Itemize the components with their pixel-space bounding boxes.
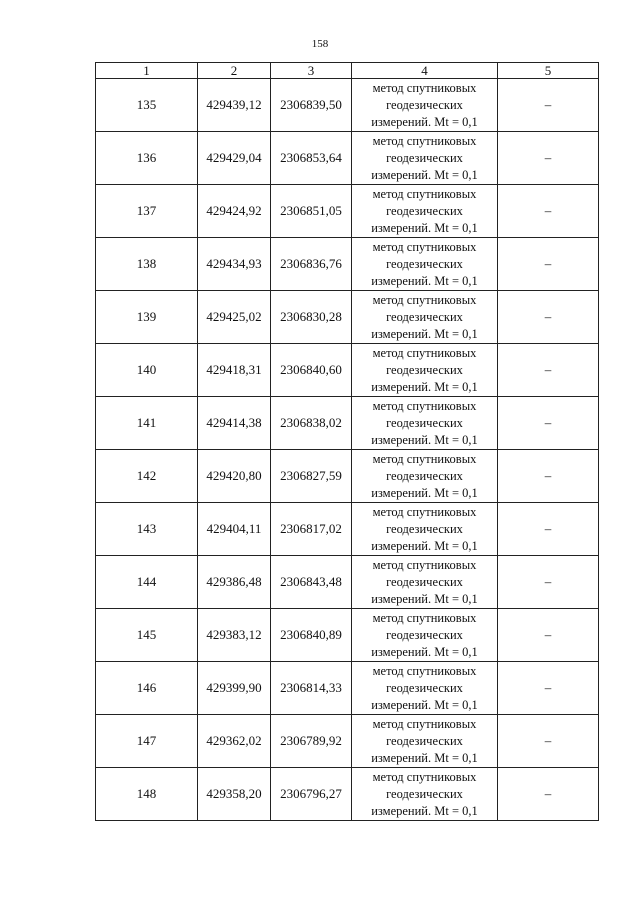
note-cell: – [498, 185, 599, 238]
method-line: измерений. Mt = 0,1 [371, 167, 478, 182]
x-coordinate-cell: 429404,11 [198, 503, 271, 556]
table-row [96, 238, 599, 291]
x-coordinate-cell: 429420,80 [198, 450, 271, 503]
method-line: геодезических [386, 627, 463, 642]
table-row [96, 397, 599, 450]
x-coordinate-cell: 429424,92 [198, 185, 271, 238]
table-row [96, 715, 599, 768]
method-line: измерений. Mt = 0,1 [371, 697, 478, 712]
y-coordinate-cell: 2306843,48 [271, 556, 352, 609]
y-coordinate-cell: 2306840,89 [271, 609, 352, 662]
method-cell [352, 662, 498, 715]
x-coordinate-cell: 429439,12 [198, 79, 271, 132]
x-coordinate-cell: 429358,20 [198, 768, 271, 821]
table-row [96, 768, 599, 821]
point-number-cell: 138 [96, 238, 198, 291]
y-coordinate-cell: 2306840,60 [271, 344, 352, 397]
x-coordinate-cell: 429429,04 [198, 132, 271, 185]
x-coordinate-cell: 429425,02 [198, 291, 271, 344]
point-number-cell: 147 [96, 715, 198, 768]
page-number: 158 [311, 38, 329, 50]
method-line: метод спутниковых [372, 504, 477, 519]
method-line: геодезических [386, 97, 463, 112]
note-cell: – [498, 291, 599, 344]
method-cell [352, 503, 498, 556]
method-line: измерений. Mt = 0,1 [371, 591, 478, 606]
y-coordinate-cell: 2306796,27 [271, 768, 352, 821]
x-coordinate-cell: 429362,02 [198, 715, 271, 768]
method-line: геодезических [386, 415, 463, 430]
table-row [96, 503, 599, 556]
y-coordinate-cell: 2306827,59 [271, 450, 352, 503]
x-coordinate-cell: 429383,12 [198, 609, 271, 662]
method-line: геодезических [386, 786, 463, 801]
method-cell [352, 238, 498, 291]
note-cell: – [498, 397, 599, 450]
note-cell: – [498, 79, 599, 132]
header-col-1: 1 [96, 63, 198, 79]
table-row [96, 556, 599, 609]
table-row [96, 291, 599, 344]
method-line: измерений. Mt = 0,1 [371, 432, 478, 447]
method-cell [352, 397, 498, 450]
header-col-3: 3 [271, 63, 352, 79]
table-body [96, 79, 599, 821]
method-cell [352, 715, 498, 768]
point-number-cell: 142 [96, 450, 198, 503]
method-line: метод спутниковых [372, 610, 477, 625]
table-row [96, 609, 599, 662]
note-cell: – [498, 238, 599, 291]
note-cell: – [498, 662, 599, 715]
table-row [96, 185, 599, 238]
note-cell: – [498, 503, 599, 556]
method-line: метод спутниковых [372, 451, 477, 466]
note-cell: – [498, 132, 599, 185]
y-coordinate-cell: 2306836,76 [271, 238, 352, 291]
y-coordinate-cell: 2306789,92 [271, 715, 352, 768]
x-coordinate-cell: 429386,48 [198, 556, 271, 609]
point-number-cell: 140 [96, 344, 198, 397]
x-coordinate-cell: 429434,93 [198, 238, 271, 291]
method-line: метод спутниковых [372, 398, 477, 413]
method-line: геодезических [386, 574, 463, 589]
header-col-5: 5 [498, 63, 599, 79]
y-coordinate-cell: 2306830,28 [271, 291, 352, 344]
method-line: измерений. Mt = 0,1 [371, 750, 478, 765]
method-line: геодезических [386, 680, 463, 695]
method-line: геодезических [386, 733, 463, 748]
point-number-cell: 136 [96, 132, 198, 185]
table-row [96, 344, 599, 397]
point-number-cell: 144 [96, 556, 198, 609]
method-line: геодезических [386, 256, 463, 271]
y-coordinate-cell: 2306839,50 [271, 79, 352, 132]
method-line: измерений. Mt = 0,1 [371, 644, 478, 659]
method-line: метод спутниковых [372, 769, 477, 784]
method-cell [352, 450, 498, 503]
method-line: геодезических [386, 521, 463, 536]
method-line: метод спутниковых [372, 292, 477, 307]
method-line: измерений. Mt = 0,1 [371, 803, 478, 818]
note-cell: – [498, 344, 599, 397]
method-line: геодезических [386, 203, 463, 218]
method-line: геодезических [386, 468, 463, 483]
method-cell [352, 291, 498, 344]
method-cell [352, 344, 498, 397]
point-number-cell: 143 [96, 503, 198, 556]
y-coordinate-cell: 2306838,02 [271, 397, 352, 450]
point-number-cell: 146 [96, 662, 198, 715]
method-line: измерений. Mt = 0,1 [371, 273, 478, 288]
method-line: геодезических [386, 150, 463, 165]
method-cell [352, 609, 498, 662]
note-cell: – [498, 450, 599, 503]
point-number-cell: 145 [96, 609, 198, 662]
method-line: метод спутниковых [372, 133, 477, 148]
table-row [96, 450, 599, 503]
table-row [96, 79, 599, 132]
method-line: метод спутниковых [372, 345, 477, 360]
method-cell [352, 768, 498, 821]
method-line: измерений. Mt = 0,1 [371, 220, 478, 235]
header-col-2: 2 [198, 63, 271, 79]
point-number-cell: 141 [96, 397, 198, 450]
x-coordinate-cell: 429418,31 [198, 344, 271, 397]
note-cell: – [498, 715, 599, 768]
method-line: метод спутниковых [372, 186, 477, 201]
y-coordinate-cell: 2306851,05 [271, 185, 352, 238]
method-line: измерений. Mt = 0,1 [371, 538, 478, 553]
method-line: метод спутниковых [372, 716, 477, 731]
method-line: метод спутниковых [372, 239, 477, 254]
y-coordinate-cell: 2306814,33 [271, 662, 352, 715]
header-col-4: 4 [352, 63, 498, 79]
method-line: геодезических [386, 362, 463, 377]
point-number-cell: 148 [96, 768, 198, 821]
table-row [96, 132, 599, 185]
point-number-cell: 139 [96, 291, 198, 344]
coordinates-table [95, 62, 599, 821]
method-line: метод спутниковых [372, 557, 477, 572]
method-cell [352, 132, 498, 185]
x-coordinate-cell: 429399,90 [198, 662, 271, 715]
x-coordinate-cell: 429414,38 [198, 397, 271, 450]
method-cell [352, 556, 498, 609]
note-cell: – [498, 768, 599, 821]
method-cell [352, 185, 498, 238]
point-number-cell: 135 [96, 79, 198, 132]
y-coordinate-cell: 2306853,64 [271, 132, 352, 185]
method-line: метод спутниковых [372, 663, 477, 678]
table-row [96, 662, 599, 715]
point-number-cell: 137 [96, 185, 198, 238]
note-cell: – [498, 556, 599, 609]
table-header-row [96, 63, 599, 79]
method-line: измерений. Mt = 0,1 [371, 114, 478, 129]
method-line: геодезических [386, 309, 463, 324]
method-line: измерений. Mt = 0,1 [371, 326, 478, 341]
note-cell: – [498, 609, 599, 662]
method-cell [352, 79, 498, 132]
method-line: измерений. Mt = 0,1 [371, 485, 478, 500]
y-coordinate-cell: 2306817,02 [271, 503, 352, 556]
method-line: метод спутниковых [372, 80, 477, 95]
method-line: измерений. Mt = 0,1 [371, 379, 478, 394]
